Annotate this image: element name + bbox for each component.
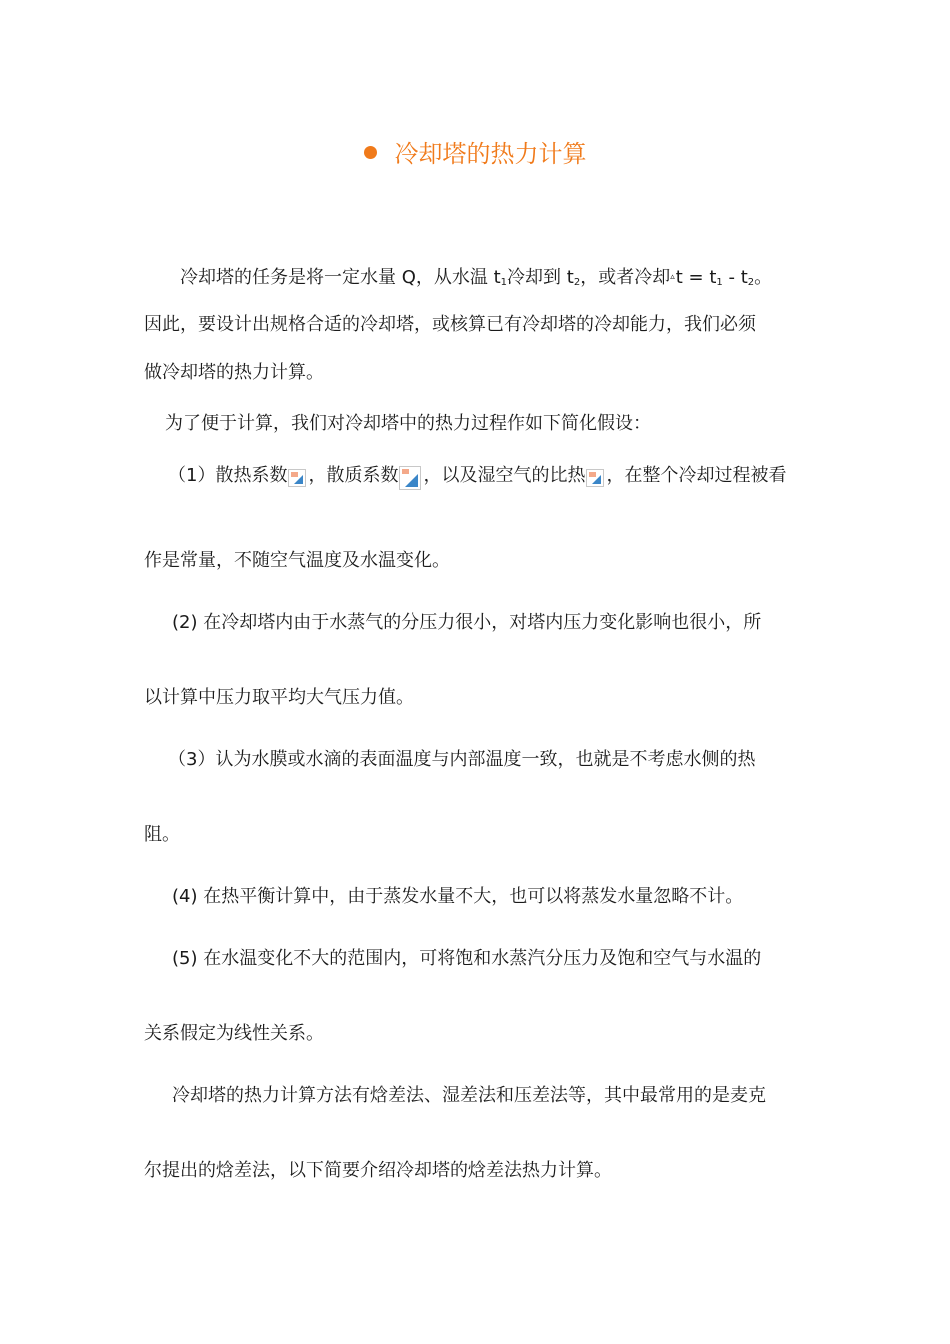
assumption-1-cont: 作是常量，不随空气温度及水温变化。 [144,550,450,571]
assumption-intro: 为了便于计算，我们对冷却塔中的热力过程作如下简化假设： [165,413,651,434]
bullet-dot-icon [364,146,377,159]
broken-image-icon [586,469,604,487]
intro-line-3: 做冷却塔的热力计算。 [144,362,324,383]
assumption-3: （3）认为水膜或水滴的表面温度与内部温度一致，也就是不考虑水侧的热 [168,749,756,770]
methods-line-2: 尔提出的焓差法，以下简要介绍冷却塔的焓差法热力计算。 [144,1160,612,1181]
intro-line-2: 因此，要设计出规格合适的冷却塔，或核算已有冷却塔的冷却能力，我们必须 [144,314,756,335]
assumption-4: (4) 在热平衡计算中，由于蒸发水量不大，也可以将蒸发水量忽略不计。 [172,886,744,907]
methods-line-1: 冷却塔的热力计算方法有焓差法、湿差法和压差法等，其中最常用的是麦克 [172,1085,766,1106]
assumption-2-cont: 以计算中压力取平均大气压力值。 [144,687,414,708]
assumption-5: (5) 在水温变化不大的范围内，可将饱和水蒸汽分压力及饱和空气与水温的 [172,948,762,969]
assumption-1: （1）散热系数 ，散质系数 ，以及湿空气的比热 ，在整个冷却过程被看 [168,464,786,490]
page-title [0,134,950,169]
assumption-2: (2) 在冷却塔内由于水蒸气的分压力很小，对塔内压力变化影响也很小，所 [172,612,762,633]
assumption-5-cont: 关系假定为线性关系。 [144,1023,324,1044]
intro-line-1: 冷却塔的任务是将一定水量 Q，从水温 $t_1$冷却到 $t_2$，或者冷却$^▵t = t_1 - t_2$。 [180,267,773,288]
assumption-3-cont: 阻。 [144,824,180,845]
broken-image-icon [288,469,306,487]
broken-image-icon [399,466,421,490]
title-text: 冷却塔的热力计算 [394,140,587,168]
